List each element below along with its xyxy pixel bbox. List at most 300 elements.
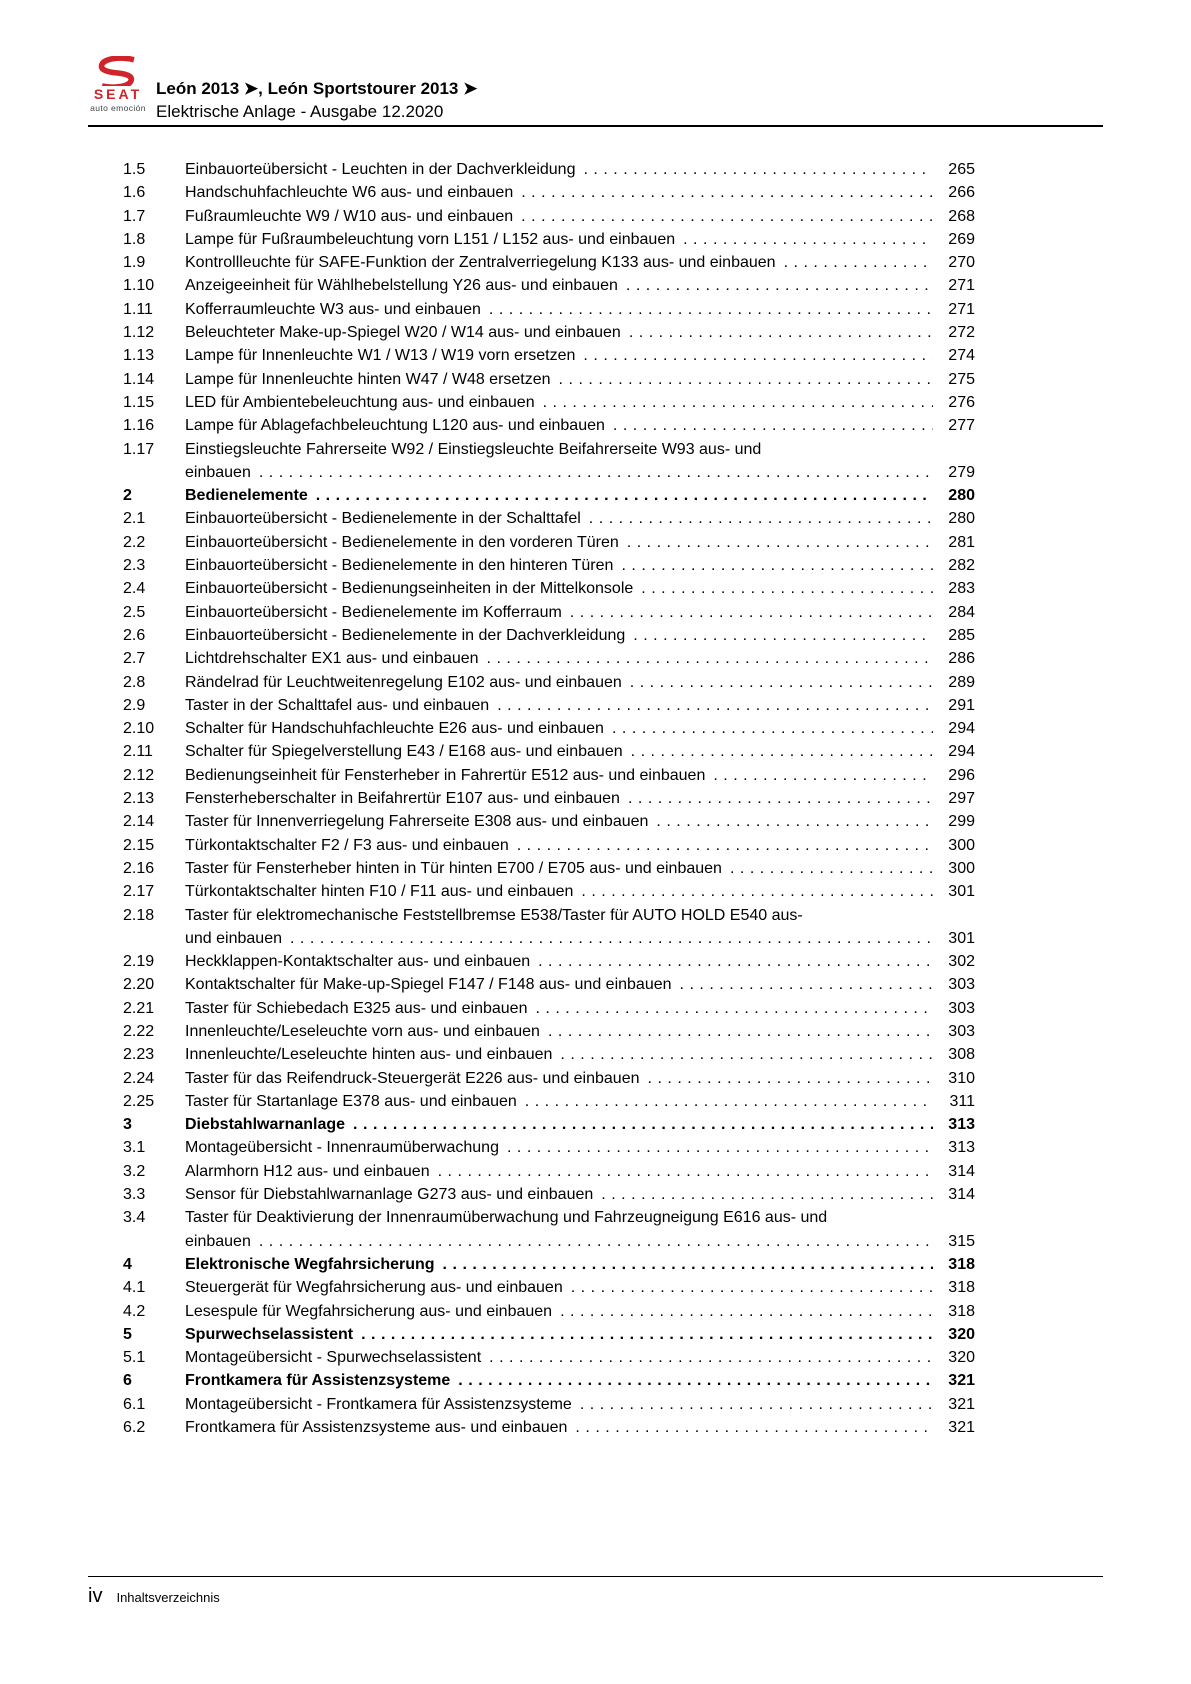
toc-entry-number: 4.2 <box>123 1302 146 1320</box>
toc-entry-row <box>123 274 975 297</box>
toc-entry-title: Einbauorteübersicht - Leuchten in der Dachverkleidung <box>185 161 576 178</box>
toc-entry-row <box>123 391 975 414</box>
dot-leader <box>259 461 933 484</box>
toc-entry-line <box>185 601 975 624</box>
header-divider <box>88 125 1103 127</box>
toc-entry-page-number: 276 <box>948 393 975 411</box>
toc-entry-number: 2.5 <box>123 603 146 621</box>
toc-entry-number: 2.19 <box>123 953 155 971</box>
toc-entry-row <box>123 251 975 274</box>
toc-entry-row <box>123 414 975 437</box>
toc-entry-body <box>185 764 975 787</box>
toc-entry-line <box>185 740 975 763</box>
dot-leader <box>580 1393 933 1416</box>
toc-entry-line <box>185 181 975 204</box>
dot-leader <box>627 531 933 554</box>
toc-entry-row <box>123 321 975 344</box>
toc-entry-line <box>185 1043 975 1066</box>
dot-leader <box>316 484 933 507</box>
footer-text-block <box>88 1577 1103 1607</box>
toc-entry-body <box>185 694 975 717</box>
toc-entry-title: Lichtdrehschalter EX1 aus- und einbauen <box>185 650 479 668</box>
toc-entry-line <box>185 391 975 414</box>
toc-entry-body <box>185 717 975 740</box>
toc-entry-line <box>185 671 975 694</box>
toc-entry-line <box>185 158 975 181</box>
toc-entry-body <box>185 158 975 181</box>
toc-entry-body <box>185 834 975 857</box>
toc-entry-page-number: 310 <box>948 1069 975 1087</box>
toc-entry-number: 3 <box>123 1116 132 1134</box>
toc-entry-row <box>123 973 975 996</box>
toc-entry-body <box>185 857 975 880</box>
toc-entry-line <box>185 251 975 274</box>
toc-entry-line <box>185 1067 975 1090</box>
toc-entry-line-continued <box>185 927 975 950</box>
toc-entry-line <box>185 368 975 391</box>
dot-leader <box>487 647 933 670</box>
toc-entry-body <box>185 577 975 600</box>
dot-leader <box>560 1043 933 1066</box>
toc-entry-body <box>185 1206 975 1253</box>
toc-entry-title: Einbauorteübersicht - Bedienelemente in der Dachverkleidung <box>185 626 626 644</box>
toc-entry-page-number: 300 <box>948 859 975 877</box>
toc-entry-body <box>185 950 975 973</box>
toc-entry-page-number: 303 <box>948 1022 975 1040</box>
toc-entry-title: Fußraumleuchte W9 / W10 aus- und einbauen <box>185 207 514 225</box>
toc-entry-row <box>123 531 975 554</box>
toc-entry-number: 2.24 <box>123 1069 155 1087</box>
toc-entry-row <box>123 834 975 857</box>
toc-entry-page-number: 294 <box>948 720 975 738</box>
toc-entry-title: Taster für Startanlage E378 aus- und einbauen <box>185 1092 517 1110</box>
toc-entry-row <box>123 1090 975 1113</box>
toc-entry-title: Lampe für Fußraumbeleuchtung vorn L151 / L152 aus- und einbauen <box>185 230 676 248</box>
toc-entry-line <box>185 647 975 670</box>
toc-entry-row <box>123 1276 975 1299</box>
toc-entry-line <box>185 298 975 321</box>
dot-leader <box>575 1416 933 1439</box>
toc-entry-body <box>185 1183 975 1206</box>
toc-entry-number: 1.13 <box>123 347 155 365</box>
dot-leader <box>571 1276 933 1299</box>
toc-entry-line <box>185 1136 975 1159</box>
toc-entry-row <box>123 205 975 228</box>
toc-entry-body <box>185 1369 975 1392</box>
toc-entry-body <box>185 344 975 367</box>
dot-leader <box>521 181 933 204</box>
toc-entry-number: 1.15 <box>123 393 155 411</box>
dot-leader <box>621 554 933 577</box>
toc-entry-body <box>185 251 975 274</box>
toc-entry-line <box>185 950 975 973</box>
dot-leader <box>570 601 933 624</box>
toc-entry-body <box>185 1090 975 1113</box>
toc-entry-page-number: 277 <box>948 417 975 435</box>
toc-entry-page-number: 313 <box>948 1139 975 1157</box>
toc-entry-body <box>185 997 975 1020</box>
dot-leader <box>589 507 933 530</box>
toc-entry-number: 6.1 <box>123 1395 146 1413</box>
toc-entry-title: Rändelrad für Leuchtweitenregelung E102 aus- und einbauen <box>185 673 622 691</box>
toc-entry-line <box>185 1183 975 1206</box>
toc-entry-number: 4 <box>123 1255 132 1273</box>
toc-entry-number: 2.12 <box>123 766 155 784</box>
toc-entry-body <box>185 484 975 507</box>
page-header <box>88 56 477 123</box>
toc-entry-title: Einbauorteübersicht - Bedienelemente in den vorderen Türen <box>185 533 619 551</box>
toc-entry-line <box>185 205 975 228</box>
toc-entry-body <box>185 904 975 951</box>
toc-entry-body <box>185 1136 975 1159</box>
page-number: iv <box>88 1585 103 1607</box>
seat-logo <box>88 56 148 113</box>
dot-leader <box>353 1113 933 1136</box>
toc-entry-page-number: 300 <box>948 836 975 854</box>
dot-leader <box>521 205 933 228</box>
dot-leader <box>656 810 933 833</box>
toc-entry-line <box>185 554 975 577</box>
toc-entry-title: Taster für Deaktivierung der Innenraumüberwachung und Fahrzeugneigung E616 aus- und <box>185 1209 828 1227</box>
toc-entry-page-number: 311 <box>949 1092 975 1110</box>
dot-leader <box>583 158 933 181</box>
toc-entry-number: 5.1 <box>123 1349 146 1367</box>
toc-entry-title: Einbauorteübersicht - Bedienungseinheiten in der Mittelkonsole <box>185 580 634 598</box>
toc-entry-number: 1.14 <box>123 370 155 388</box>
toc-entry-number: 1.17 <box>123 440 155 458</box>
toc-entry-line <box>185 1206 975 1229</box>
toc-entry-body <box>185 1160 975 1183</box>
toc-entry-page-number: 302 <box>948 953 975 971</box>
toc-entry-number: 2.4 <box>123 580 146 598</box>
toc-entry-row <box>123 740 975 763</box>
toc-entry-line <box>185 344 975 367</box>
toc-entry-number: 4.1 <box>123 1279 146 1297</box>
toc-entry-title: Lampe für Innenleuchte hinten W47 / W48 ersetzen <box>185 370 551 388</box>
dot-leader <box>489 1346 933 1369</box>
toc-entry-title: Lampe für Ablagefachbeleuchtung L120 aus- und einbauen <box>185 417 605 435</box>
toc-entry-line <box>185 1276 975 1299</box>
toc-entry-title: Bedienelemente <box>185 487 308 505</box>
toc-entry-row <box>123 904 975 951</box>
toc-entry-body <box>185 647 975 670</box>
toc-entry-line <box>185 717 975 740</box>
toc-entry-title: Einbauorteübersicht - Bedienelemente in der Schalttafel <box>185 510 581 528</box>
toc-entry-page-number: 318 <box>948 1279 975 1297</box>
toc-entry-page-number: 265 <box>948 161 975 178</box>
toc-entry-body <box>185 1020 975 1043</box>
toc-entry-number: 2.21 <box>123 999 155 1017</box>
toc-entry-line <box>185 973 975 996</box>
document-title: León 2013 ➤, León Sportstourer 2013 ➤ <box>156 79 478 98</box>
toc-entry-title: Sensor für Diebstahlwarnanlage G273 aus- und einbauen <box>185 1186 594 1204</box>
toc-entry-row <box>123 1416 975 1439</box>
dot-leader <box>560 1300 933 1323</box>
toc-entry-row <box>123 694 975 717</box>
toc-entry-body <box>185 274 975 297</box>
toc-entry-number: 2.9 <box>123 696 146 714</box>
toc-entry-number: 2.14 <box>123 813 155 831</box>
toc-entry-number: 2.10 <box>123 720 155 738</box>
toc-entry-row <box>123 717 975 740</box>
toc-entry-line <box>185 274 975 297</box>
toc-entry-page-number: 281 <box>948 533 975 551</box>
toc-entry-line <box>185 997 975 1020</box>
toc-entry-body <box>185 1067 975 1090</box>
toc-entry-title: Kontrollleuchte für SAFE-Funktion der Zentralverriegelung K133 aus- und einbauen <box>185 254 776 272</box>
toc-entry-title: Alarmhorn H12 aus- und einbauen <box>185 1162 430 1180</box>
toc-entry-row <box>123 857 975 880</box>
toc-entry-page-number: 314 <box>948 1186 975 1204</box>
toc-entry-number: 2.23 <box>123 1046 155 1064</box>
toc-entry-line <box>185 904 975 927</box>
toc-entry-page-number: 308 <box>948 1046 975 1064</box>
toc-entry-title: Schalter für Handschuhfachleuchte E26 aus- und einbauen <box>185 720 604 738</box>
toc-entry-row <box>123 181 975 204</box>
toc-entry-row <box>123 554 975 577</box>
dot-leader <box>680 973 933 996</box>
seat-logo-wordmark: SEAT <box>93 86 143 102</box>
toc-entry-number: 1.9 <box>123 254 146 272</box>
toc-entry-page-number: 320 <box>948 1349 975 1367</box>
toc-entry-line <box>185 880 975 903</box>
toc-entry-line <box>185 1416 975 1439</box>
toc-entry-body <box>185 810 975 833</box>
toc-entry-title: Taster für Schiebedach E325 aus- und einbauen <box>185 999 528 1017</box>
toc-entry-title-continued: einbauen <box>185 463 251 481</box>
toc-entry-page-number: 318 <box>948 1255 975 1273</box>
toc-entry-body <box>185 298 975 321</box>
toc-entry-body <box>185 1393 975 1416</box>
toc-entry-number: 2.15 <box>123 836 155 854</box>
dot-leader <box>259 1230 933 1253</box>
toc-entry-body <box>185 1323 975 1346</box>
toc-entry-row <box>123 1043 975 1066</box>
toc-entry-page-number: 320 <box>948 1325 975 1343</box>
dot-leader <box>538 950 933 973</box>
toc-entry-page-number: 301 <box>948 929 975 947</box>
toc-entry-row <box>123 624 975 647</box>
toc-entry-page-number: 318 <box>948 1302 975 1320</box>
toc-entry-page-number: 275 <box>948 370 975 388</box>
toc-chapter-row <box>123 1253 975 1276</box>
toc-entry-row <box>123 1067 975 1090</box>
dot-leader <box>613 414 933 437</box>
toc-entry-row <box>123 1300 975 1323</box>
toc-entry-title: Spurwechselassistent <box>185 1325 354 1343</box>
toc-entry-number: 1.8 <box>123 230 146 248</box>
toc-entry-row <box>123 577 975 600</box>
toc-entry-number: 2.18 <box>123 906 155 924</box>
toc-entry-body <box>185 1043 975 1066</box>
toc-entry-row <box>123 1136 975 1159</box>
toc-entry-page-number: 313 <box>948 1116 975 1134</box>
toc-entry-page-number: 303 <box>948 999 975 1017</box>
toc-entry-page-number: 271 <box>948 300 975 318</box>
toc-entry-number: 3.2 <box>123 1162 146 1180</box>
toc-entry-page-number: 303 <box>948 976 975 994</box>
toc-entry-number: 1.11 <box>123 300 153 318</box>
toc-entry-row <box>123 1393 975 1416</box>
toc-entry-line <box>185 1323 975 1346</box>
toc-entry-title: Lampe für Innenleuchte W1 / W13 / W19 vorn ersetzen <box>185 347 576 365</box>
toc-entry-line <box>185 1113 975 1136</box>
toc-entry-row <box>123 764 975 787</box>
dot-leader <box>648 1067 934 1090</box>
toc-entry-body <box>185 880 975 903</box>
toc-entry-body <box>185 624 975 647</box>
dot-leader <box>525 1090 933 1113</box>
toc-entry-line <box>185 1300 975 1323</box>
dot-leader <box>713 764 933 787</box>
toc-entry-body <box>185 228 975 251</box>
toc-entry-title-continued: einbauen <box>185 1232 251 1250</box>
toc-entry-number: 1.10 <box>123 277 155 295</box>
dot-leader <box>489 298 933 321</box>
toc-entry-number: 2.11 <box>123 743 153 761</box>
toc-entry-page-number: 274 <box>948 347 975 365</box>
toc-entry-title: Einstiegsleuchte Fahrerseite W92 / Einstiegsleuchte Beifahrerseite W93 aus- und <box>185 440 762 458</box>
toc-entry-line <box>185 507 975 530</box>
toc-entry-title: Handschuhfachleuchte W6 aus- und einbauen <box>185 184 514 202</box>
toc-entry-number: 1.12 <box>123 324 155 342</box>
toc-entry-number: 3.3 <box>123 1186 146 1204</box>
toc-entry-number: 6 <box>123 1372 132 1390</box>
toc-entry-number: 1.7 <box>123 207 146 225</box>
toc-entry-title: Elektronische Wegfahrsicherung <box>185 1255 435 1273</box>
dot-leader <box>438 1160 933 1183</box>
toc-entry-line <box>185 810 975 833</box>
dot-leader <box>626 274 933 297</box>
toc-entry-line <box>185 1020 975 1043</box>
toc-entry-title: Diebstahlwarnanlage <box>185 1116 346 1134</box>
toc-entry-line-continued <box>185 461 975 484</box>
toc-entry-page-number: 321 <box>948 1395 975 1413</box>
toc-entry-body <box>185 507 975 530</box>
toc-entry-row <box>123 298 975 321</box>
toc-entry-number: 1.5 <box>123 161 146 178</box>
toc-entry-body <box>185 321 975 344</box>
toc-entry-title: Taster in der Schalttafel aus- und einbauen <box>185 696 490 714</box>
toc-entry-row <box>123 810 975 833</box>
toc-entry-page-number: 294 <box>948 743 975 761</box>
toc-entry-title: Innenleuchte/Leseleuchte vorn aus- und einbauen <box>185 1022 540 1040</box>
dot-leader <box>628 787 933 810</box>
toc-entry-row <box>123 1160 975 1183</box>
toc-entry-body <box>185 438 975 485</box>
toc-entry-line <box>185 228 975 251</box>
toc-entry-line <box>185 834 975 857</box>
toc-entry-number: 2.1 <box>123 510 146 528</box>
toc-entry-line <box>185 1160 975 1183</box>
toc-entry-title: Anzeigeeinheit für Wählhebelstellung Y26 aus- und einbauen <box>185 277 618 295</box>
toc-entry-body <box>185 181 975 204</box>
seat-logo-slogan: auto emoción <box>90 103 146 113</box>
toc-entry-body <box>185 1113 975 1136</box>
toc-entry-page-number: 314 <box>948 1162 975 1180</box>
toc-entry-row <box>123 671 975 694</box>
toc-chapter-row <box>123 1323 975 1346</box>
toc-entry-number: 6.2 <box>123 1419 146 1437</box>
toc-entry-page-number: 272 <box>948 324 975 342</box>
toc-entry-page-number: 283 <box>948 580 975 598</box>
toc-entry-number: 2.8 <box>123 673 146 691</box>
toc-entry-number: 2.22 <box>123 1022 155 1040</box>
toc-entry-line <box>185 531 975 554</box>
dot-leader <box>543 391 933 414</box>
toc-entry-row <box>123 1183 975 1206</box>
toc-entry-title: Türkontaktschalter F2 / F3 aus- und einbauen <box>185 836 509 854</box>
toc-entry-number: 2.3 <box>123 557 146 575</box>
toc-entry-row <box>123 950 975 973</box>
toc-entry-title: Fensterheberschalter in Beifahrertür E107 aus- und einbauen <box>185 790 620 808</box>
toc-entry-body <box>185 531 975 554</box>
toc-entry-row <box>123 344 975 367</box>
toc-entry-line <box>185 1253 975 1276</box>
dot-leader <box>583 344 933 367</box>
toc-entry-row <box>123 438 975 485</box>
page-footer <box>88 1576 1103 1607</box>
toc-entry-body <box>185 1253 975 1276</box>
toc-entry-page-number: 315 <box>948 1232 975 1250</box>
toc-entry-line <box>185 1090 975 1113</box>
dot-leader <box>548 1020 933 1043</box>
dot-leader <box>601 1183 933 1206</box>
toc-entry-title: Bedienungseinheit für Fensterheber in Fahrertür E512 aus- und einbauen <box>185 766 706 784</box>
toc-entry-page-number: 289 <box>948 673 975 691</box>
toc-entry-row <box>123 158 975 181</box>
toc-entry-number: 3.4 <box>123 1209 146 1227</box>
toc-entry-number: 1.6 <box>123 184 146 202</box>
toc-entry-line <box>185 1369 975 1392</box>
toc-entry-page-number: 285 <box>948 626 975 644</box>
dot-leader <box>361 1323 933 1346</box>
dot-leader <box>290 927 933 950</box>
toc-entry-number: 1.16 <box>123 417 155 435</box>
toc-entry-line <box>185 321 975 344</box>
toc-entry-page-number: 266 <box>948 184 975 202</box>
toc-entry-title: Heckklappen-Kontaktschalter aus- und einbauen <box>185 953 531 971</box>
toc-entry-title: Taster für Innenverriegelung Fahrerseite E308 aus- und einbauen <box>185 813 649 831</box>
toc-entry-row <box>123 1020 975 1043</box>
dot-leader <box>683 228 933 251</box>
header-text-block <box>156 56 477 123</box>
toc-chapter-row <box>123 1113 975 1136</box>
dot-leader <box>458 1369 933 1392</box>
toc-chapter-row <box>123 1369 975 1392</box>
dot-leader <box>535 997 933 1020</box>
toc-entry-title: Türkontaktschalter hinten F10 / F11 aus- und einbauen <box>185 883 574 901</box>
toc-entry-page-number: 280 <box>948 510 975 528</box>
toc-entry-body <box>185 1416 975 1439</box>
toc-chapter-row <box>123 484 975 507</box>
toc-entry-number: 2.13 <box>123 790 155 808</box>
seat-s-icon <box>96 56 140 86</box>
toc-entry-body <box>185 671 975 694</box>
dot-leader <box>641 577 933 600</box>
toc-entry-number: 2.25 <box>123 1092 155 1110</box>
toc-entry-title: Steuergerät für Wegfahrsicherung aus- und einbauen <box>185 1279 563 1297</box>
toc-entry-title: LED für Ambientebeleuchtung aus- und einbauen <box>185 393 535 411</box>
toc-entry-row <box>123 601 975 624</box>
toc-entry-page-number: 321 <box>948 1372 975 1390</box>
toc-entry-body <box>185 1300 975 1323</box>
toc-entry-number: 2.7 <box>123 650 146 668</box>
toc-entry-title: Montageübersicht - Spurwechselassistent <box>185 1349 482 1367</box>
dot-leader <box>631 740 933 763</box>
toc-entry-number: 2 <box>123 487 132 505</box>
toc-entry-body <box>185 601 975 624</box>
